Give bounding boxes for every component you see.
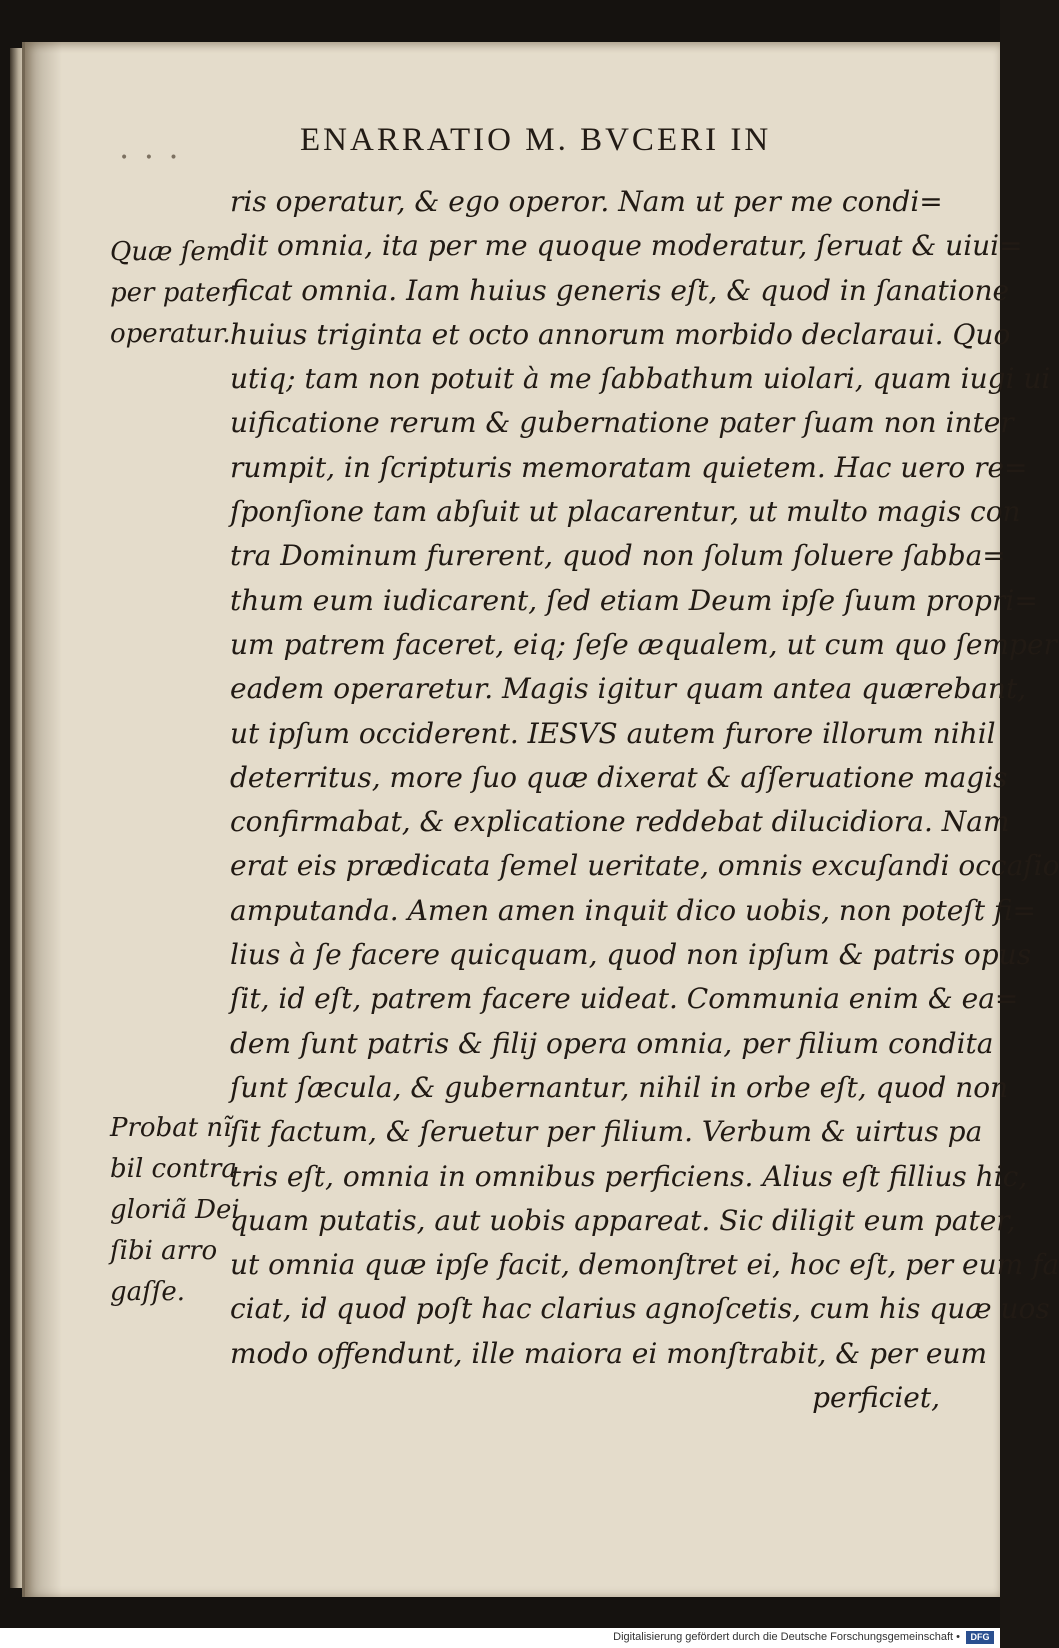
text-line: rumpit, in ſcripturis memoratam quietem. Hac uero re= xyxy=(230,450,1028,484)
body-text xyxy=(230,180,1059,1420)
text-line: ficat omnia. Iam huius generis eſt, & quod in ſanatione xyxy=(230,273,1010,307)
text-line: huius triginta et octo annorum morbido declaraui. Quo xyxy=(230,317,1011,351)
text-line: ciat, id quod poſt hac clarius agnoſcetis, cum his quæ uos xyxy=(230,1292,1050,1326)
text-line: erat eis prædicata ſemel ueritate, omnis excuſandi occaſio xyxy=(230,849,1059,883)
marginal-note-1 xyxy=(110,232,240,355)
catchword: perficiet, xyxy=(812,1381,940,1415)
marginal-line: Probat nĩ xyxy=(110,1113,232,1143)
marginal-line: operatur. xyxy=(110,319,231,349)
text-line: tris eſt, omnia in omnibus perficiens. Alius eſt fillius hic, xyxy=(230,1159,1028,1193)
text-line: ſunt ſæcula, & gubernantur, nihil in orbe eſt, quod non xyxy=(230,1070,1009,1104)
text-line: um patrem faceret, eiq; ſeſe æqualem, ut cum quo ſemper xyxy=(230,627,1057,661)
text-line: confirmabat, & explicatione reddebat dilucidiora. Nam xyxy=(230,805,1010,839)
marginal-note-2 xyxy=(110,1108,240,1313)
marginal-line: ſibi arro xyxy=(110,1236,218,1266)
text-line: ut ipſum occiderent. IESVS autem furore illorum nihil xyxy=(230,716,996,750)
text-line: lius à ſe facere quicquam, quod non ipſum & patris opus xyxy=(230,938,1032,972)
spine-shadow xyxy=(22,42,62,1597)
marginal-line: per pater xyxy=(110,278,234,308)
text-line: ut omnia quæ ipſe facit, demonſtret ei, hoc eſt, per eum fa xyxy=(230,1248,1059,1282)
text-line: dem ſunt patris & filij opera omnia, per filium condita xyxy=(230,1026,994,1060)
text-line: modo offendunt, ille maiora ei monſtrabit, & per eum xyxy=(230,1336,988,1370)
text-line: deterritus, more ſuo quæ dixerat & aſſeruatione magis xyxy=(230,760,1008,794)
text-line: tra Dominum furerent, quod non ſolum ſoluere ſabba= xyxy=(230,539,1006,573)
text-line: ris operatur, & ego operor. Nam ut per me condi= xyxy=(230,185,943,218)
text-line: thum eum iudicarent, ſed etiam Deum ipſe ſuum propri= xyxy=(230,583,1038,617)
marginal-line: bil contra xyxy=(110,1154,237,1184)
text-line: ſit factum, & ſeruetur per filium. Verbum & uirtus pa xyxy=(230,1115,983,1149)
running-head: ENARRATIO M. BVCERI IN xyxy=(300,122,772,158)
marginal-line: Quæ ſem xyxy=(110,237,231,267)
text-line: dit omnia, ita per me quoque moderatur, ſeruat & uiui= xyxy=(230,229,1023,263)
text-line: amputanda. Amen amen inquit dico uobis, non poteſt fi= xyxy=(230,893,1037,927)
footer-credit: Digitalisierung gefördert durch die Deutsche Forschungsgemeinschaft • xyxy=(613,1631,960,1643)
marginal-line: gaſſe. xyxy=(110,1277,186,1307)
text-line: uificatione rerum & gubernatione pater ſuam non inter xyxy=(230,406,1014,440)
marginal-line: gloriã Dei xyxy=(110,1195,240,1225)
text-line: ſponſione tam abſuit ut placarentur, ut multo magis con xyxy=(230,495,1021,529)
text-line: ſit, id eſt, patrem facere uideat. Communia enim & ea= xyxy=(230,982,1019,1016)
text-line: quam putatis, aut uobis appareat. Sic diligit eum pater, xyxy=(230,1203,1016,1237)
head-ornament: • • • xyxy=(120,150,184,166)
dfg-logo: DFG xyxy=(966,1631,994,1644)
text-line: eadem operaretur. Magis igitur quam antea quærebant, xyxy=(230,672,1027,706)
text-line: utiq; tam non potuit à me ſabbathum uiolari, quam iugi ui xyxy=(230,362,1051,396)
